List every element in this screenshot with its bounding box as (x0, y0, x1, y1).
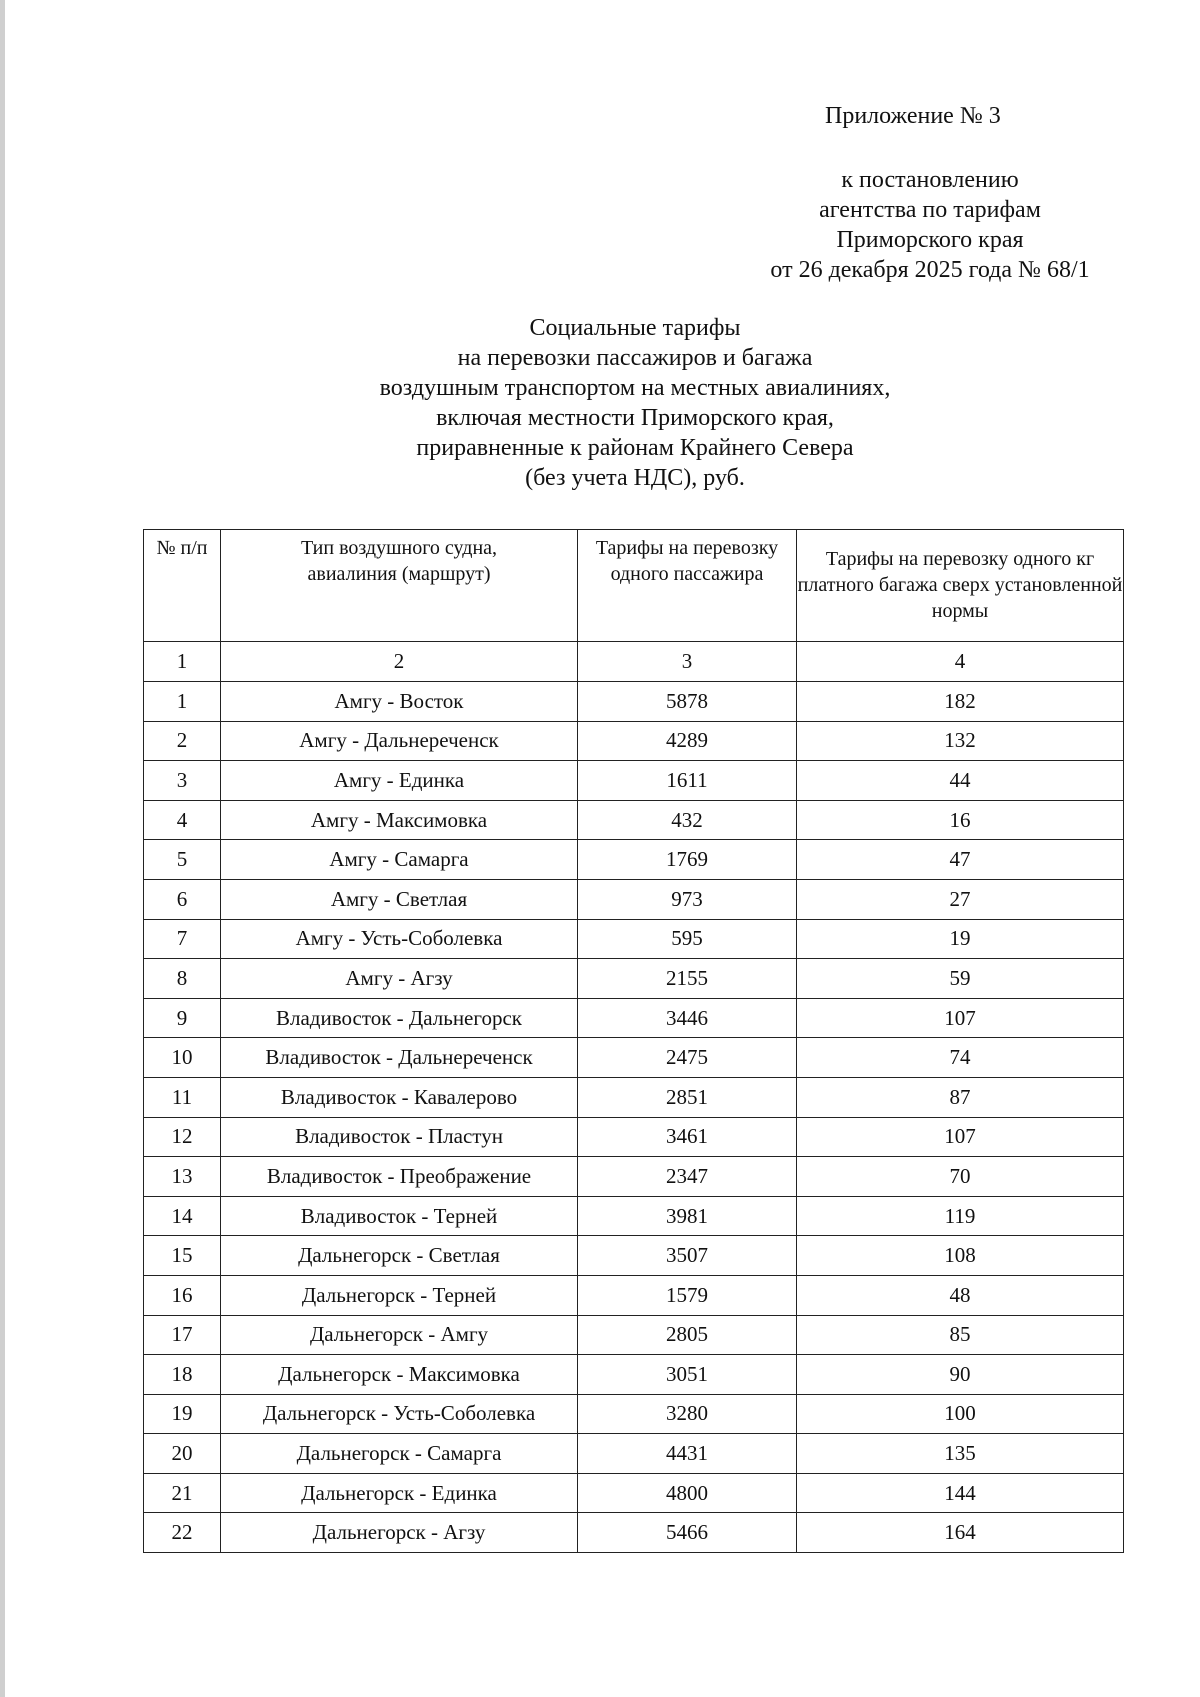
column-number: 2 (221, 642, 578, 682)
passenger-tariff-cell: 1579 (578, 1275, 797, 1315)
baggage-tariff-cell: 144 (797, 1473, 1124, 1513)
route-cell: Дальнегорск - Единка (221, 1473, 578, 1513)
title-line: на перевозки пассажиров и багажа (457, 345, 813, 371)
baggage-tariff-cell: 87 (797, 1077, 1124, 1117)
baggage-tariff-cell: 27 (797, 879, 1124, 919)
table-row (144, 840, 1124, 880)
table-row (144, 682, 1124, 722)
table-row (144, 1394, 1124, 1434)
passenger-tariff-cell: 1769 (578, 840, 797, 880)
passenger-tariff-cell: 3461 (578, 1117, 797, 1157)
document-title (250, 313, 1020, 493)
row-number-cell: 9 (144, 998, 221, 1038)
table-row (144, 1117, 1124, 1157)
route-cell: Амгу - Усть-Соболевка (221, 919, 578, 959)
baggage-tariff-cell: 74 (797, 1038, 1124, 1078)
row-number-cell: 10 (144, 1038, 221, 1078)
passenger-tariff-cell: 4800 (578, 1473, 797, 1513)
passenger-tariff-cell: 5878 (578, 682, 797, 722)
passenger-tariff-cell: 3446 (578, 998, 797, 1038)
passenger-tariff-cell: 2475 (578, 1038, 797, 1078)
baggage-tariff-cell: 107 (797, 1117, 1124, 1157)
baggage-tariff-cell: 132 (797, 721, 1124, 761)
row-number-cell: 19 (144, 1394, 221, 1434)
decree-line: от 26 декабря 2025 года № 68/1 (770, 257, 1090, 283)
route-cell: Дальнегорск - Амгу (221, 1315, 578, 1355)
passenger-tariff-cell: 973 (578, 879, 797, 919)
row-number-cell: 6 (144, 879, 221, 919)
passenger-tariff-cell: 2347 (578, 1157, 797, 1197)
passenger-tariff-cell: 2155 (578, 959, 797, 999)
header-baggage-tariff: Тарифы на перевозку одного кг платного багажа сверх установленной нормы (797, 530, 1124, 642)
passenger-tariff-cell: 2805 (578, 1315, 797, 1355)
route-cell: Дальнегорск - Светлая (221, 1236, 578, 1276)
row-number-cell: 22 (144, 1513, 221, 1553)
baggage-tariff-cell: 19 (797, 919, 1124, 959)
route-cell: Дальнегорск - Самарга (221, 1434, 578, 1474)
baggage-tariff-cell: 119 (797, 1196, 1124, 1236)
passenger-tariff-cell: 595 (578, 919, 797, 959)
row-number-cell: 15 (144, 1236, 221, 1276)
row-number-cell: 1 (144, 682, 221, 722)
route-cell: Дальнегорск - Агзу (221, 1513, 578, 1553)
decree-line: к постановлению (841, 167, 1019, 193)
header-route: Тип воздушного судна, авиалиния (маршрут) (221, 530, 578, 642)
appendix-label: Приложение № 3 (825, 103, 1001, 129)
row-number-cell: 13 (144, 1157, 221, 1197)
row-number-cell: 11 (144, 1077, 221, 1117)
passenger-tariff-cell: 2851 (578, 1077, 797, 1117)
tariff-table-body (144, 682, 1124, 1553)
table-row (144, 998, 1124, 1038)
route-cell: Дальнегорск - Усть-Соболевка (221, 1394, 578, 1434)
decree-line: Приморского края (836, 227, 1024, 253)
row-number-cell: 7 (144, 919, 221, 959)
table-row (144, 959, 1124, 999)
baggage-tariff-cell: 182 (797, 682, 1124, 722)
route-cell: Владивосток - Преображение (221, 1157, 578, 1197)
passenger-tariff-cell: 3981 (578, 1196, 797, 1236)
table-row (144, 800, 1124, 840)
table-row (144, 879, 1124, 919)
table-row (144, 721, 1124, 761)
route-cell: Владивосток - Кавалерово (221, 1077, 578, 1117)
table-row (144, 919, 1124, 959)
route-cell: Амгу - Дальнереченск (221, 721, 578, 761)
table-row (144, 1196, 1124, 1236)
route-cell: Дальнегорск - Терней (221, 1275, 578, 1315)
passenger-tariff-cell: 3280 (578, 1394, 797, 1434)
route-cell: Амгу - Максимовка (221, 800, 578, 840)
column-number-row (144, 642, 1124, 682)
title-line: (без учета НДС), руб. (525, 465, 745, 491)
table-row (144, 1275, 1124, 1315)
route-cell: Амгу - Единка (221, 761, 578, 801)
header-passenger-tariff: Тарифы на перевозку одного пассажира (578, 530, 797, 642)
table-row (144, 1157, 1124, 1197)
passenger-tariff-cell: 3507 (578, 1236, 797, 1276)
passenger-tariff-cell: 432 (578, 800, 797, 840)
route-cell: Амгу - Восток (221, 682, 578, 722)
route-cell: Владивосток - Терней (221, 1196, 578, 1236)
baggage-tariff-cell: 108 (797, 1236, 1124, 1276)
baggage-tariff-cell: 85 (797, 1315, 1124, 1355)
row-number-cell: 8 (144, 959, 221, 999)
table-row (144, 1355, 1124, 1395)
row-number-cell: 4 (144, 800, 221, 840)
decree-line: агентства по тарифам (819, 197, 1041, 223)
row-number-cell: 16 (144, 1275, 221, 1315)
passenger-tariff-cell: 1611 (578, 761, 797, 801)
route-cell: Амгу - Самарга (221, 840, 578, 880)
baggage-tariff-cell: 16 (797, 800, 1124, 840)
table-row (144, 1315, 1124, 1355)
column-number: 1 (144, 642, 221, 682)
passenger-tariff-cell: 3051 (578, 1355, 797, 1395)
header-number: № п/п (144, 530, 221, 642)
title-line: включая местности Приморского края, (436, 405, 834, 431)
route-cell: Владивосток - Дальнереченск (221, 1038, 578, 1078)
title-line: воздушным транспортом на местных авиалиниях, (379, 375, 891, 401)
row-number-cell: 20 (144, 1434, 221, 1474)
scan-edge (0, 0, 5, 1697)
baggage-tariff-cell: 48 (797, 1275, 1124, 1315)
baggage-tariff-cell: 70 (797, 1157, 1124, 1197)
route-cell: Амгу - Светлая (221, 879, 578, 919)
baggage-tariff-cell: 164 (797, 1513, 1124, 1553)
row-number-cell: 2 (144, 721, 221, 761)
title-line: Социальные тарифы (529, 315, 741, 341)
route-cell: Амгу - Агзу (221, 959, 578, 999)
passenger-tariff-cell: 4431 (578, 1434, 797, 1474)
row-number-cell: 3 (144, 761, 221, 801)
passenger-tariff-cell: 4289 (578, 721, 797, 761)
table-row (144, 1434, 1124, 1474)
table-row (144, 1236, 1124, 1276)
baggage-tariff-cell: 135 (797, 1434, 1124, 1474)
route-cell: Дальнегорск - Максимовка (221, 1355, 578, 1395)
baggage-tariff-cell: 44 (797, 761, 1124, 801)
table-row (144, 761, 1124, 801)
baggage-tariff-cell: 59 (797, 959, 1124, 999)
baggage-tariff-cell: 47 (797, 840, 1124, 880)
column-number: 4 (797, 642, 1124, 682)
column-number: 3 (578, 642, 797, 682)
table-header-row (144, 530, 1124, 642)
row-number-cell: 12 (144, 1117, 221, 1157)
baggage-tariff-cell: 107 (797, 998, 1124, 1038)
table-row (144, 1077, 1124, 1117)
route-cell: Владивосток - Пластун (221, 1117, 578, 1157)
route-cell: Владивосток - Дальнегорск (221, 998, 578, 1038)
row-number-cell: 17 (144, 1315, 221, 1355)
table-row (144, 1038, 1124, 1078)
baggage-tariff-cell: 100 (797, 1394, 1124, 1434)
tariff-table (143, 529, 1124, 1553)
row-number-cell: 18 (144, 1355, 221, 1395)
passenger-tariff-cell: 5466 (578, 1513, 797, 1553)
title-line: приравненные к районам Крайнего Севера (416, 435, 854, 461)
decree-reference (735, 165, 1125, 285)
row-number-cell: 21 (144, 1473, 221, 1513)
table-row (144, 1513, 1124, 1553)
row-number-cell: 14 (144, 1196, 221, 1236)
row-number-cell: 5 (144, 840, 221, 880)
baggage-tariff-cell: 90 (797, 1355, 1124, 1395)
table-row (144, 1473, 1124, 1513)
